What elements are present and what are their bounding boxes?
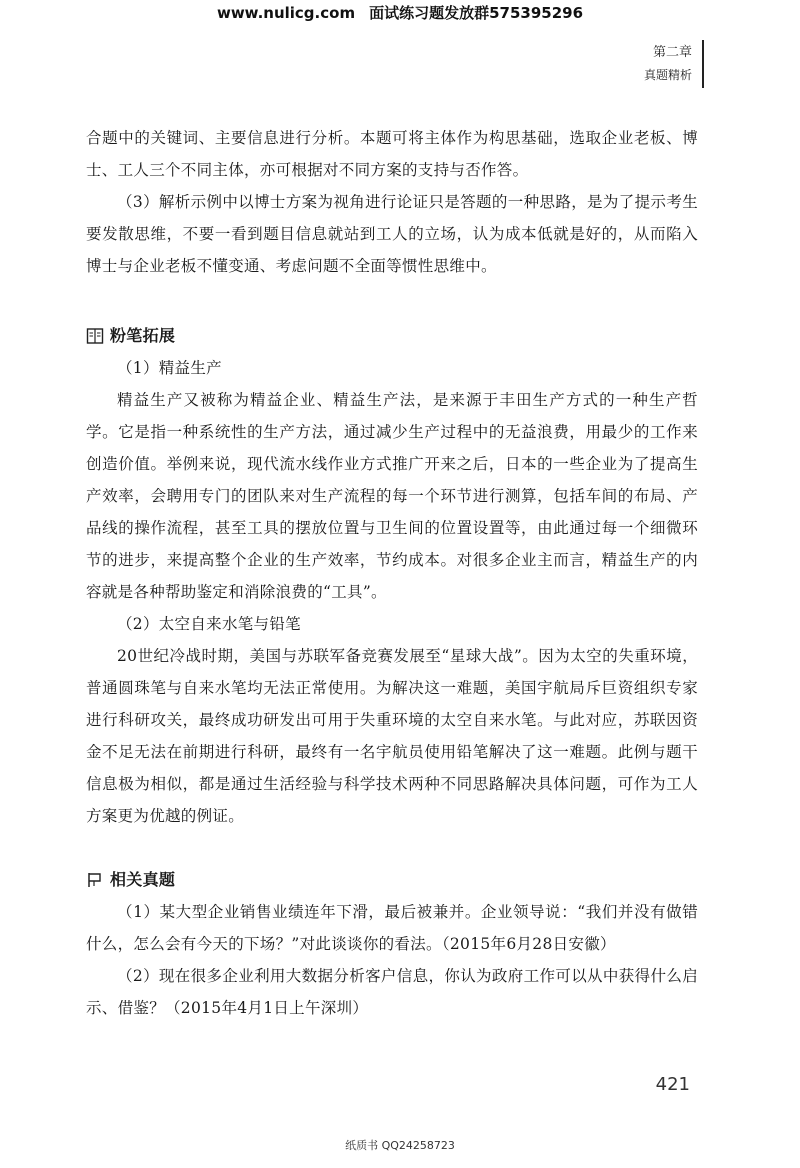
flag-icon [86,871,104,889]
chapter-title: 第二章 [652,45,692,60]
chapter-marker [644,44,692,84]
section-related [86,864,698,896]
extension-item-text: 20世纪冷战时期，美国与苏联军备竞赛发展至“星球大战”。因为太空的失重环境，普通圆珠笔与自来水笔均无法正常使用。为解决这一难题，美国宇航局斥巨资组织专家进行科研攻关，最终成功研发出可用于失重环境的太空自来水笔。与此对应，苏联因资金不足无法在前期进行科研，最终有一名宇航员使用铅笔解决了这一难题。此例与题干信息极为相似，都是通过生活经验与科学技术两种不同思路解决具体问题，可作为工人方案更为优越的例证。 [86,647,698,825]
related-question: （1）某大型企业销售业绩连年下滑，最后被兼并。企业领导说：“我们并没有做错什么，怎么会有今天的下场？”对此谈谈你的看法。（2015年6月28日安徽） [86,903,698,953]
chapter-subtitle: 真题精析 [643,68,692,82]
book-icon [86,327,104,345]
paragraph-analysis-3: （3）解析示例中以博士方案为视角进行论证只是答题的一种思路，是为了提示考生要发散思维，不要一看到题目信息就站到工人的立场，认为成本低就是好的，从而陷入博士与企业老板不懂变通、考虑问题不全面等惯性思维中。 [86,193,698,275]
related-question: （2）现在很多企业利用大数据分析客户信息，你认为政府工作可以从中获得什么启示、借鉴？（2015年4月1日上午深圳） [86,967,698,1017]
page-header [0,0,800,28]
section-extension [86,320,698,352]
paragraph-continued: 合题中的关键词、主要信息进行分析。本题可将主体作为构思基础，选取企业老板、博士、工人三个不同主体，亦可根据对不同方案的支持与否作答。 [86,129,698,179]
extension-item-title: （1）精益生产 [117,359,222,377]
page-footer: 纸质书 QQ24258723 [345,1139,455,1152]
extension-item-title: （2）太空自来水笔与铅笔 [117,615,301,633]
extension-item-text: 精益生产又被称为精益企业、精益生产法，是来源于丰田生产方式的一种生产哲学。它是指一种系统性的生产方法，通过减少生产过程中的无益浪费，用最少的工作来创造价值。举例来说，现代流水线作业方式推广开来之后，日本的一些企业为了提高生产效率，会聘用专门的团队来对生产流程的每一个环节进行测算，包括车间的布局、产品线的操作流程，甚至工具的摆放位置与卫生间的位置设置等，由此通过每一个细微环节的进步，来提高整个企业的生产效率，节约成本。对很多企业主而言，精益生产的内容就是各种帮助鉴定和消除浪费的“工具”。 [86,391,698,601]
section-extension-title: 粉笔拓展 [110,326,176,345]
header-url: www.nulicg.com [216,4,356,22]
page-body [86,122,698,1024]
header-group: 面试练习题发放群575395296 [369,4,584,22]
page-number: 421 [655,1074,690,1095]
chapter-divider [702,40,704,88]
section-related-title: 相关真题 [110,870,176,889]
